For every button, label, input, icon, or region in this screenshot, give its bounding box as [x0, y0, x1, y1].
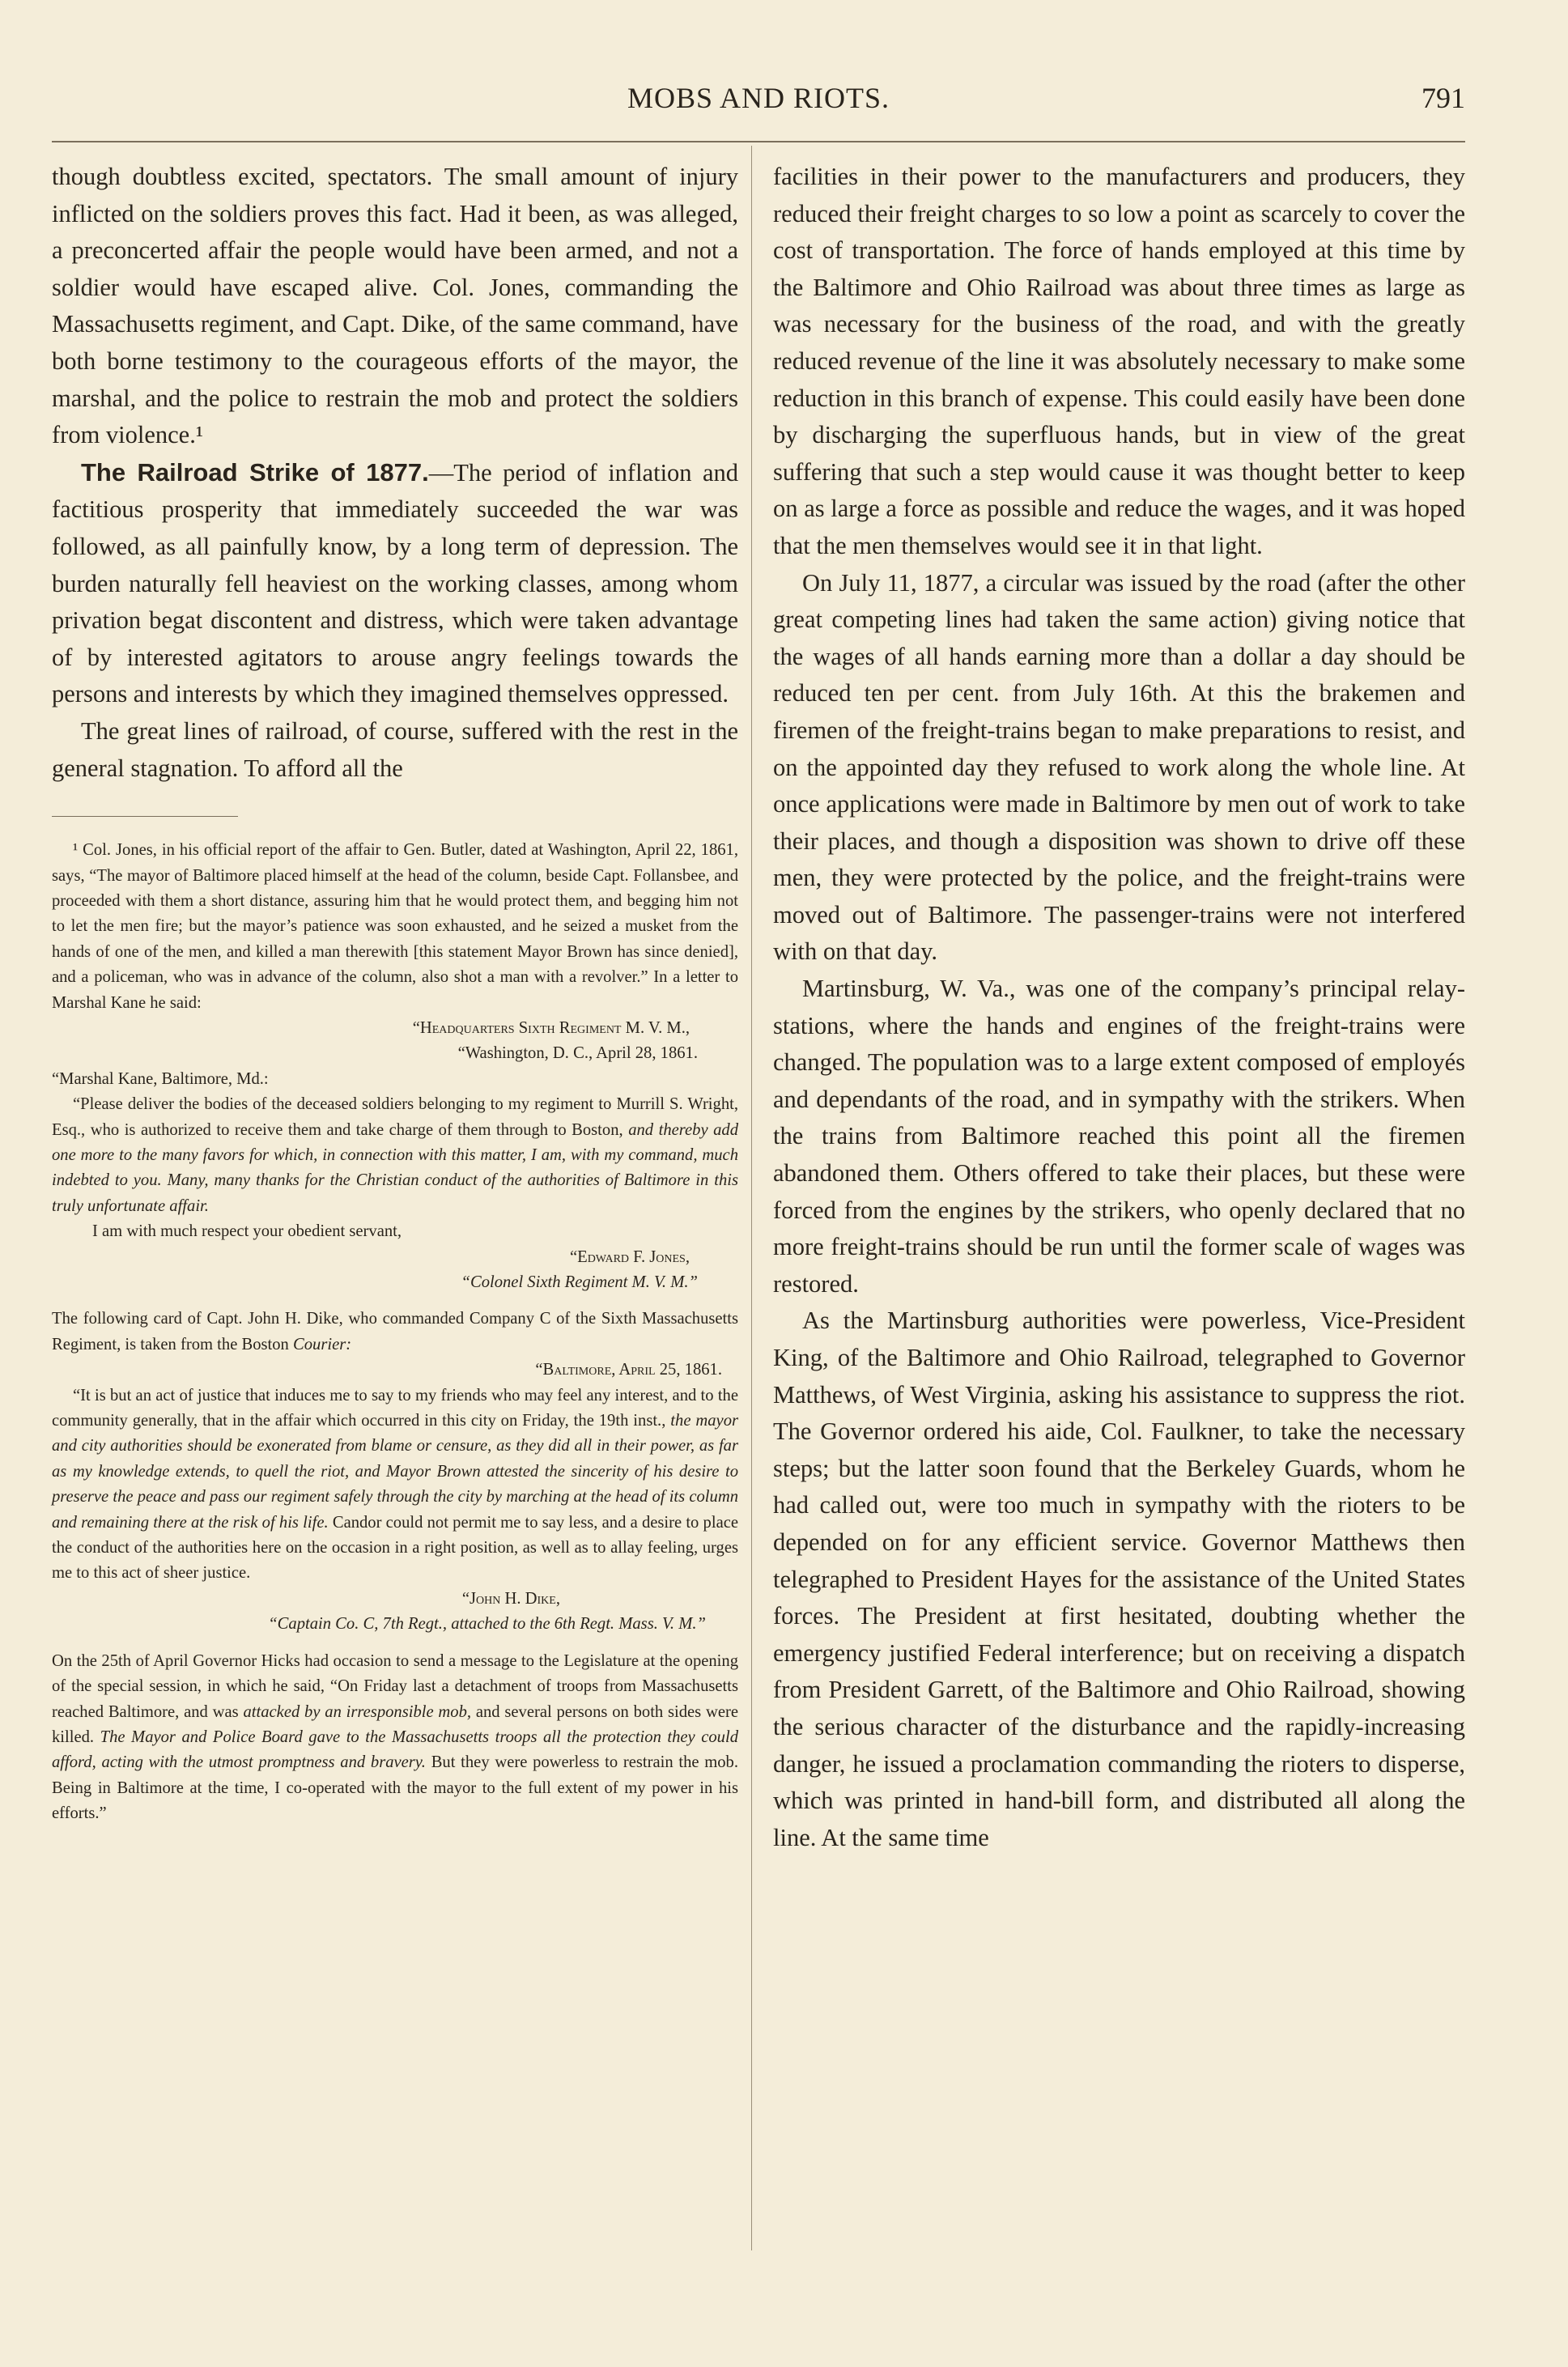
letter-body-text: “Please deliver the bodies of the deceased soldiers belonging to my regiment to Murrill S. Wright, Esq., who is authorized to receive them and take charge of them through to Boston, — [52, 1095, 738, 1139]
paragraph: Martinsburg, W. Va., was one of the company’s principal relay-stations, where the hands and engines of the freight-trains were changed. The population was to a large extent composed of employés and dependants of the road, and in sympathy with the strikers. When the trains from Baltimore reached this point all the firemen abandoned them. Others offered to take their places, but these were forced from the engines by the strikers, who openly declared that no more freight-trains should be run until the former scale of wages was restored. — [773, 975, 1465, 1298]
letter-heading: “Headquarters Sixth Regiment M. V. M., — [412, 1018, 690, 1037]
hicks-text-3: But they were powerless to restrain the mob. Being in Baltimore at the time, I co-operated with the mayor to the full extent of my power in his efforts.” — [52, 1753, 738, 1823]
card-signature-title-text: “Captain Co. C, 7th Regt., attached to the 6th Regt. Mass. V. M.” — [268, 1615, 706, 1634]
paragraph-railroad-strike — [52, 454, 738, 713]
hicks-text-1: On the 25th of April Governor Hicks had occasion to send a message to the Legislature at the opening of the special session, in which he said, “On Friday last a detachment of troops from Massachusetts reached Baltimore, and was — [52, 1651, 738, 1721]
running-head — [52, 81, 1465, 130]
paragraph: facilities in their power to the manufacturers and producers, they reduced their freight charges to so low a point as scarcely to cover the cost of transportation. The force of hands employed at this time by the Baltimore and Ohio Railroad was about three times as large as was necessary for the business of the road, and with the greatly reduced revenue of the line it was absolutely necessary to make some reduction in this branch of expense. This could easily have been done by discharging the superfluous hands, but in view of the great suffering that such a step would cause it was thought better to keep on as large a force as possible and reduce the wages, and it was hoped that the men themselves would see it in that light. — [773, 163, 1465, 559]
paragraph: The great lines of railroad, of course, suffered with the rest in the general stagnation. To afford all the — [52, 716, 738, 782]
footnotes — [52, 838, 738, 1826]
card-intro-italic: Courier: — [293, 1335, 352, 1353]
paragraph-text: —The period of inflation and factitious prosperity that immediately succeeded the war was followed, as all painfully know, by a long term of depression. The burden naturally fell heaviest on the working classes, among whom privation begat discontent and distress, which were taken advantage of by interested agitators to arouse angry feelings towards the persons and interests by which they imagined themselves oppressed. — [52, 458, 738, 708]
letter-signature-title-text: “Colonel Sixth Regiment M. V. M.” — [461, 1273, 698, 1291]
letter-closing: I am with much respect your obedient servant, — [92, 1222, 402, 1241]
running-title: MOBS AND RIOTS. — [627, 82, 890, 114]
page-number: 791 — [1421, 82, 1465, 114]
letter-body — [52, 1092, 738, 1219]
hicks-paragraph — [52, 1649, 738, 1827]
card-body — [52, 1383, 738, 1587]
right-column — [773, 159, 1465, 1856]
card-intro-text: The following card of Capt. John H. Dike, who commanded Company C of the Sixth Massachusetts Regiment, is taken from the Boston — [52, 1310, 738, 1353]
right-body-text — [773, 159, 1465, 1856]
left-column — [52, 159, 738, 1827]
paragraph: As the Martinsburg authorities were powerless, Vice-President King, of the Baltimore and Ohio Railroad, telegraphed to Governor Matthews, of West Virginia, asking his assistance to suppress the riot. The Governor ordered his aide, Col. Faulkner, to take the necessary steps; but the latter soon found that the Berkeley Guards, whom he had called out, were too much in sympathy with the rioters to be depended on for any efficient service. Governor Matthews then telegraphed to President Hayes for the assistance of the United States forces. The President at first hesitated, doubting whether the emergency justified Federal interference; but on receiving a dispatch from President Garrett, of the Baltimore and Ohio Railroad, showing the serious character of the disturbance and the rapidly-increasing danger, he issued a proclamation commanding the rioters to disperse, which was printed in hand-bill form, and distributed all along the line. At the same time — [773, 1307, 1465, 1851]
column-divider — [751, 146, 752, 2250]
letter-signature-title — [52, 1270, 738, 1295]
card-intro — [52, 1307, 738, 1358]
hicks-italic-1: attacked by an irresponsible mob, — [243, 1702, 472, 1721]
paragraph: though doubtless excited, spectators. The small amount of injury inflicted on the soldiers proves this fact. Had it been, as was alleged, a preconcerted affair the people would have been armed, and not a soldier would have escaped alive. Col. Jones, commanding the Massachusetts regiment, and Capt. Dike, of the same command, have both borne testimony to the courageous efforts of the mayor, the marshal, and the police to restrain the mob and protect the soldiers from violence.¹ — [52, 163, 738, 449]
section-heading: The Railroad Strike of 1877. — [81, 457, 429, 487]
letter-signature: “Edward F. Jones, — [569, 1247, 690, 1266]
footnote-1: ¹ Col. Jones, in his official report of the affair to Gen. Butler, dated at Washington, April 22, 1861, says, “The mayor of Baltimore placed himself at the head of the column, beside Capt. Follansbee, and proceeded with them a short distance, assuring him that he would protect them, and begging him not to let the men fire; but the mayor’s patience was soon exhausted, and he seized a musket from the hands of one of the men, and killed a man therewith [this statement Mayor Brown has since denied], and a policeman, who was in advance of the column, also shot a man with a revolver.” In a letter to Marshal Kane he said: — [52, 841, 738, 1012]
letter-salutation: “Marshal Kane, Baltimore, Md.: — [52, 1069, 269, 1088]
hicks-text-2: and several persons on both sides were killed. — [52, 1702, 739, 1746]
letter-body-italic: and thereby add one more to the many favors for which, in connection with this matter, I am, with my command, much indebted to you. Many, many thanks for the Christian conduct of the authorities of Baltimore in this truly unfortunate affair. — [52, 1120, 738, 1215]
card-body-italic: the mayor and city authorities should be exonerated from blame or censure, as they did all in their power, as far as my knowledge extends, to quell the riot, and Mayor Brown attested the sincerity of his desire to preserve the peace and pass our regiment safely through the city by marching at the head of its column and remaining there at the risk of his life. — [52, 1412, 738, 1532]
card-signature: “John H. Dike, — [461, 1589, 560, 1608]
card-signature-title — [52, 1612, 738, 1637]
card-body-text: “It is but an act of justice that induces me to say to my friends who may feel any interest, and to the community generally, that in the affair which occurred in this city on Friday, the 19th inst., — [52, 1386, 738, 1430]
hicks-italic-2: The Mayor and Police Board gave to the Massachusetts troops all the protection they could afford, acting with the utmost promptness and bravery. — [52, 1727, 738, 1772]
left-body-text — [52, 159, 738, 787]
footnote-rule — [52, 816, 238, 817]
card-dateline: “Baltimore, April 25, 1861. — [535, 1361, 722, 1379]
paragraph: On July 11, 1877, a circular was issued by the road (after the other great competing lines had taken the same action) giving notice that the wages of all hands earning more than a dollar a day should be reduced ten per cent. from July 16th. At this the brakemen and firemen of the freight-trains began to make preparations to resist, and on the appointed day they refused to work along the whole line. At once applications were made in Baltimore by men out of work to take their places, and though a disposition was shown to drive off these men, they were protected by the police, and the freight-trains were moved out of Baltimore. The passenger-trains were not interfered with on that day. — [773, 568, 1465, 966]
letter-dateline: “Washington, D. C., April 28, 1861. — [457, 1044, 698, 1063]
card-body-text-2: Candor could not permit me to say less, and a desire to place the conduct of the authorities here on the occasion in a right position, as well as to allay feeling, urges me to this act of sheer justice. — [52, 1513, 739, 1583]
header-rule — [52, 141, 1465, 142]
